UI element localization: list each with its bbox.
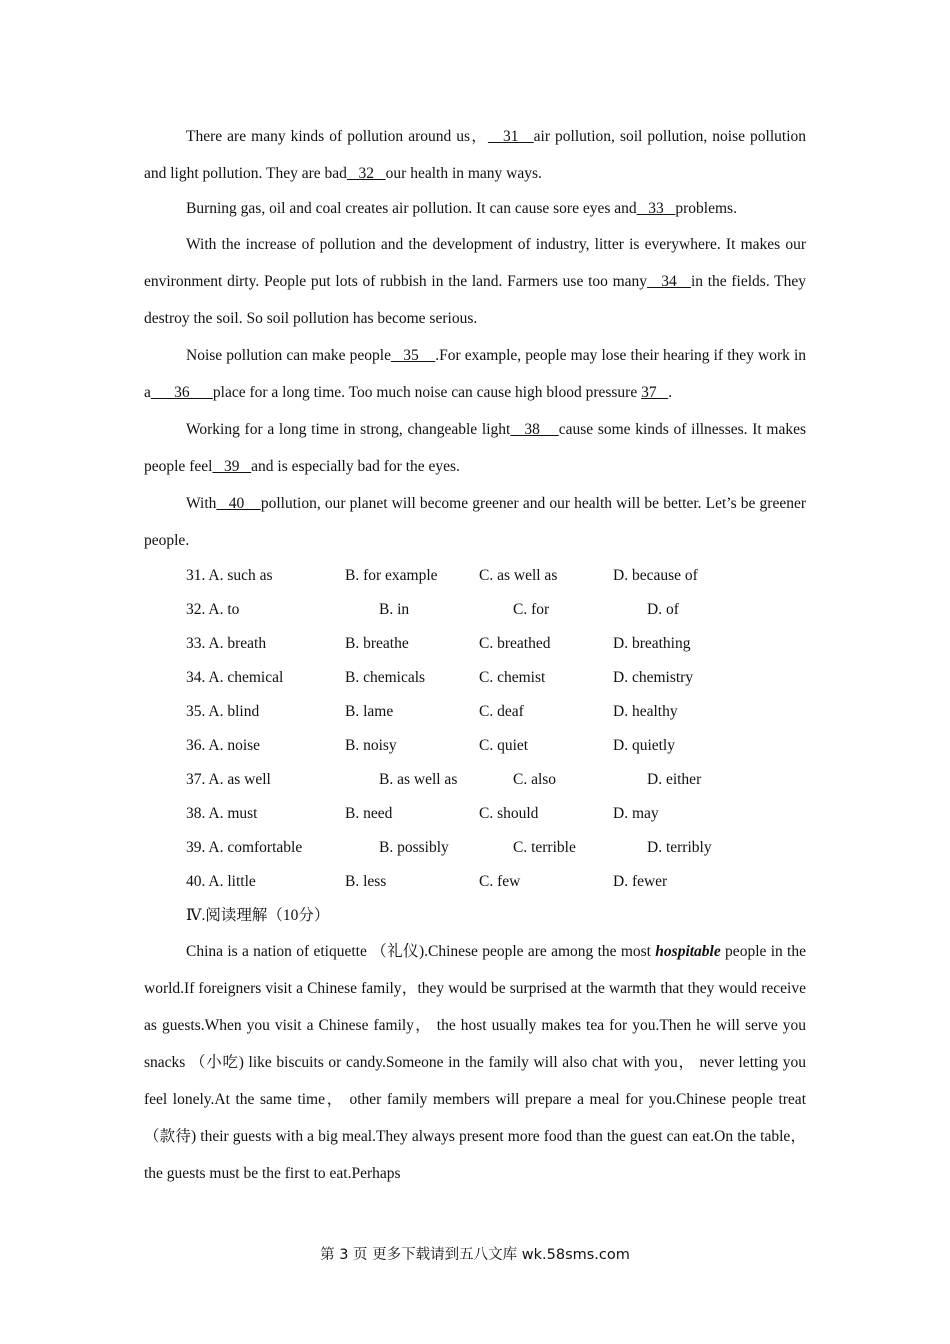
- option-c: C. few: [479, 873, 521, 890]
- options-list: [186, 559, 806, 899]
- option-c: C. also: [513, 771, 557, 788]
- section-title: Ⅳ.阅读理解（10分）: [186, 907, 330, 924]
- paragraph-2: [144, 192, 806, 226]
- option-b: B. in: [379, 601, 410, 618]
- text: air pollution, soil pollution, noise pollution and light pollution. They are bad: [144, 128, 807, 182]
- text: With: [186, 495, 217, 512]
- option-a: 34. A. chemical: [186, 669, 284, 686]
- text: Burning gas, oil and coal creates air pollution. It can cause sore eyes and: [186, 200, 637, 217]
- text: pollution, our planet will become greener and our health will be better. Let’s be greener people.: [144, 495, 807, 549]
- text: place for a long time. Too much noise can cause high blood pressure: [212, 384, 638, 401]
- option-d: D. breathing: [613, 635, 691, 652]
- option-c: C. as well as: [479, 567, 558, 584]
- option-b: B. possibly: [379, 839, 449, 856]
- text: Noise pollution can make people: [186, 347, 391, 364]
- option-row-31: [186, 559, 806, 593]
- document-page: [144, 118, 806, 1192]
- option-a: 40. A. little: [186, 873, 256, 890]
- bold-word: hospitable: [655, 943, 721, 960]
- option-d: D. of: [647, 601, 679, 618]
- option-d: D. quietly: [613, 737, 675, 754]
- blank-37: 37: [641, 384, 669, 401]
- blank-39: 39: [212, 458, 252, 475]
- option-a: 38. A. must: [186, 805, 258, 822]
- blank-32: 32: [346, 165, 386, 182]
- option-a: 39. A. comfortable: [186, 839, 303, 856]
- blank-35: 35: [390, 347, 436, 364]
- blank-36: 36: [150, 384, 213, 401]
- reading-paragraph: [144, 933, 806, 1192]
- option-a: 36. A. noise: [186, 737, 261, 754]
- option-row-39: [186, 831, 806, 865]
- option-c: C. breathed: [479, 635, 551, 652]
- text: .For example, people may lose their hearing if they work in a: [144, 347, 807, 401]
- option-d: D. because of: [613, 567, 698, 584]
- option-c: C. deaf: [479, 703, 524, 720]
- text: .: [668, 384, 673, 401]
- option-c: C. terrible: [513, 839, 576, 856]
- blank-33: 33: [636, 200, 676, 217]
- option-d: D. terribly: [647, 839, 712, 856]
- option-a: 35. A. blind: [186, 703, 260, 720]
- text: and is especially bad for the eyes.: [251, 458, 460, 475]
- paragraph-5: [144, 411, 806, 485]
- option-a: 32. A. to: [186, 601, 240, 618]
- option-b: B. need: [345, 805, 393, 822]
- text: our health in many ways.: [385, 165, 542, 182]
- option-d: D. healthy: [613, 703, 678, 720]
- blank-40: 40: [216, 495, 261, 512]
- option-row-35: [186, 695, 806, 729]
- option-a: 37. A. as well: [186, 771, 271, 788]
- text: cause some kinds of illnesses. It makes people feel: [144, 421, 806, 475]
- option-a: 33. A. breath: [186, 635, 267, 652]
- paragraph-4: [144, 337, 806, 411]
- blank-31: 31: [487, 128, 534, 145]
- option-row-40: [186, 865, 806, 899]
- option-c: C. should: [479, 805, 539, 822]
- option-row-36: [186, 729, 806, 763]
- option-row-38: [186, 797, 806, 831]
- paragraph-1: [144, 118, 806, 192]
- option-b: B. breathe: [345, 635, 409, 652]
- option-c: C. chemist: [479, 669, 546, 686]
- option-b: B. less: [345, 873, 387, 890]
- option-row-37: [186, 763, 806, 797]
- option-row-32: [186, 593, 806, 627]
- option-c: C. for: [513, 601, 550, 618]
- option-d: D. either: [647, 771, 702, 788]
- option-row-33: [186, 627, 806, 661]
- text: in the fields. They destroy the soil. So soil pollution has become serious.: [144, 273, 807, 327]
- text: With the increase of pollution and the development of industry, litter is everywhere. It makes our environment dirty. People put lots of rubbish in the land. Farmers use too many: [144, 236, 806, 290]
- paragraph-6: [144, 485, 806, 559]
- option-d: D. chemistry: [613, 669, 694, 686]
- text: China is a nation of etiquette （礼仪).Chinese people are among the most: [186, 943, 656, 960]
- option-c: C. quiet: [479, 737, 529, 754]
- option-b: B. noisy: [345, 737, 397, 754]
- blank-38: 38: [510, 421, 559, 438]
- option-b: B. for example: [345, 567, 438, 584]
- option-d: D. fewer: [613, 873, 668, 890]
- option-b: B. as well as: [379, 771, 458, 788]
- text: problems.: [675, 200, 737, 217]
- option-a: 31. A. such as: [186, 567, 273, 584]
- blank-34: 34: [647, 273, 691, 290]
- option-b: B. chemicals: [345, 669, 426, 686]
- text: people in the world.If foreigners visit a Chinese family，they would be surprised at the warmth that they would receive as guests.When you visit a Chinese family， the host usually makes tea for you.Then he will serve you snacks （小吃) like biscuits or candy.Someone in the family will also chat with you， never letting you feel lonely.At the same time， other family members will prepare a meal for you.Chinese people treat （款待) their guests with a big meal.They always present more food than the guest can eat.On the table，the guests must be the first to eat.Perhaps: [144, 943, 806, 1182]
- text: There are many kinds of pollution around us，: [186, 128, 488, 145]
- option-row-34: [186, 661, 806, 695]
- option-d: D. may: [613, 805, 659, 822]
- page-footer: 第 3 页 更多下载请到五八文库 wk.58sms.com: [320, 1247, 630, 1263]
- paragraph-3: [144, 226, 806, 337]
- text: Working for a long time in strong, changeable light: [186, 421, 511, 438]
- option-b: B. lame: [345, 703, 394, 720]
